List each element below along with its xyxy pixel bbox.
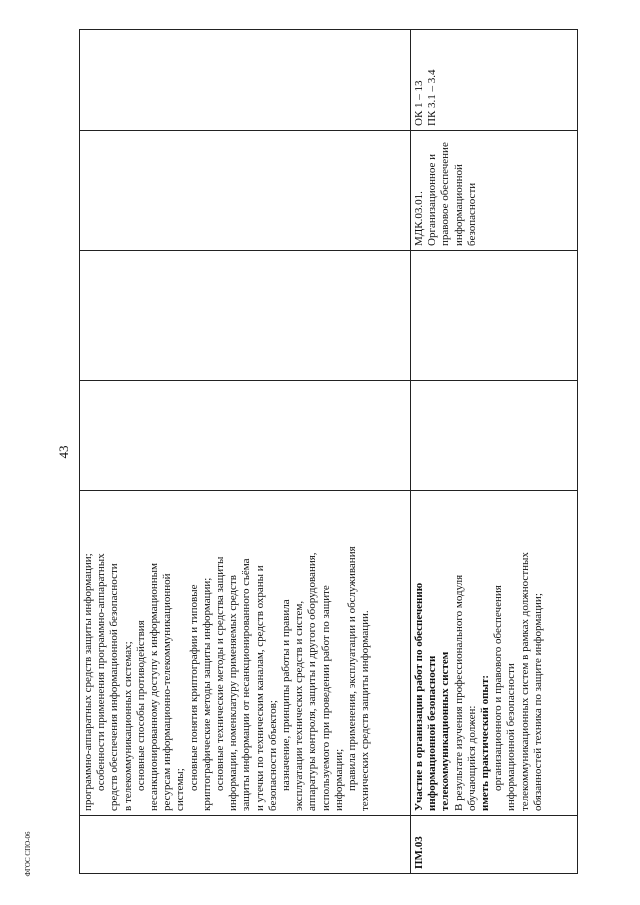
- text-line: аппаратуры контроля, защиты и другого оборудования,: [306, 552, 319, 811]
- table-row: [411, 30, 578, 874]
- content-cell: [80, 491, 411, 816]
- text-line: информационной безопасности: [426, 655, 439, 811]
- text-line: технических средств защиты информации.: [359, 610, 372, 811]
- text-line: ПК 3.1 – 3.4: [426, 69, 439, 126]
- text-line: криптографические методы защиты информации;: [200, 577, 213, 811]
- mdk-cell: [80, 131, 411, 251]
- text-line: программно-аппаратных средств защиты информации;: [82, 553, 94, 811]
- content-cell: [411, 491, 578, 816]
- text-line: в телекоммуникационных системах;: [121, 641, 134, 811]
- text-line: информации;: [332, 748, 345, 811]
- empty-cell: [411, 251, 578, 381]
- text-line: информации, номенклатуру применяемых средств: [227, 575, 240, 811]
- text-line: средств обеспечения информационной безопасности: [108, 563, 121, 811]
- text-line: особенности применения программно-аппаратных: [95, 553, 108, 791]
- competency-cell: [411, 30, 578, 131]
- competency-cell: [80, 30, 411, 131]
- text-line: и утечки по техническим каналам, средств охраны и: [253, 565, 266, 811]
- text-line: безопасности объектов;: [266, 700, 279, 811]
- text-line: Организационное и: [426, 153, 439, 246]
- page-number: 43: [56, 445, 71, 459]
- table-row: [80, 30, 411, 874]
- empty-cell: [80, 251, 411, 381]
- text-line: обязанностей техника по защите информации;: [531, 593, 544, 811]
- text-line: МДК.03.01.: [413, 191, 425, 246]
- text-line: безопасности: [465, 182, 478, 246]
- text-line: иметь практический опыт:: [479, 674, 492, 811]
- text-line: телекоммуникационных систем: [439, 651, 452, 811]
- text-line: используемого при проведении работ по защите: [319, 585, 332, 811]
- text-line: основные технические методы и средства защиты: [214, 556, 227, 791]
- text-line: В результате изучения профессионального модуля: [452, 574, 465, 811]
- text-line: основные понятия криптографии и типовые: [187, 584, 200, 791]
- curriculum-table: [79, 29, 578, 874]
- text-line: правила применения, эксплуатации и обслуживания: [346, 546, 359, 791]
- text-line: Участие в организации работ по обеспечению: [413, 582, 425, 811]
- text-line: правовое обеспечение: [439, 142, 452, 246]
- text-line: системы;: [174, 768, 187, 811]
- text-line: телекоммуникационных систем в рамках должностных: [518, 552, 531, 811]
- empty-cell: [411, 381, 578, 491]
- footer-text: ФГОС СПО-06: [24, 831, 32, 877]
- text-line: несанкционированному доступу к информационным: [148, 563, 161, 811]
- text-line: ресурсам информационно-телекоммуникационной: [161, 573, 174, 811]
- text-line: основные способы противодействия: [134, 620, 147, 791]
- mdk-cell: [411, 131, 578, 251]
- text-line: назначение, принципы работы и правила: [280, 599, 293, 791]
- text-line: защиты информации от несанкционированного съёма: [240, 558, 253, 811]
- empty-cell: [80, 381, 411, 491]
- code-cell: [80, 816, 411, 874]
- text-line: информационной безопасности: [505, 663, 518, 811]
- text-line: информационной: [452, 164, 465, 246]
- text-line: организационного и правового обеспечения: [492, 585, 505, 791]
- module-code-cell: ПМ.03: [411, 816, 578, 874]
- rotated-table-container: [79, 30, 576, 874]
- text-line: эксплуатации технических средств и систем,: [293, 600, 306, 811]
- text-line: ОК 1 – 13: [413, 80, 425, 126]
- text-line: обучающийся должен:: [465, 705, 478, 811]
